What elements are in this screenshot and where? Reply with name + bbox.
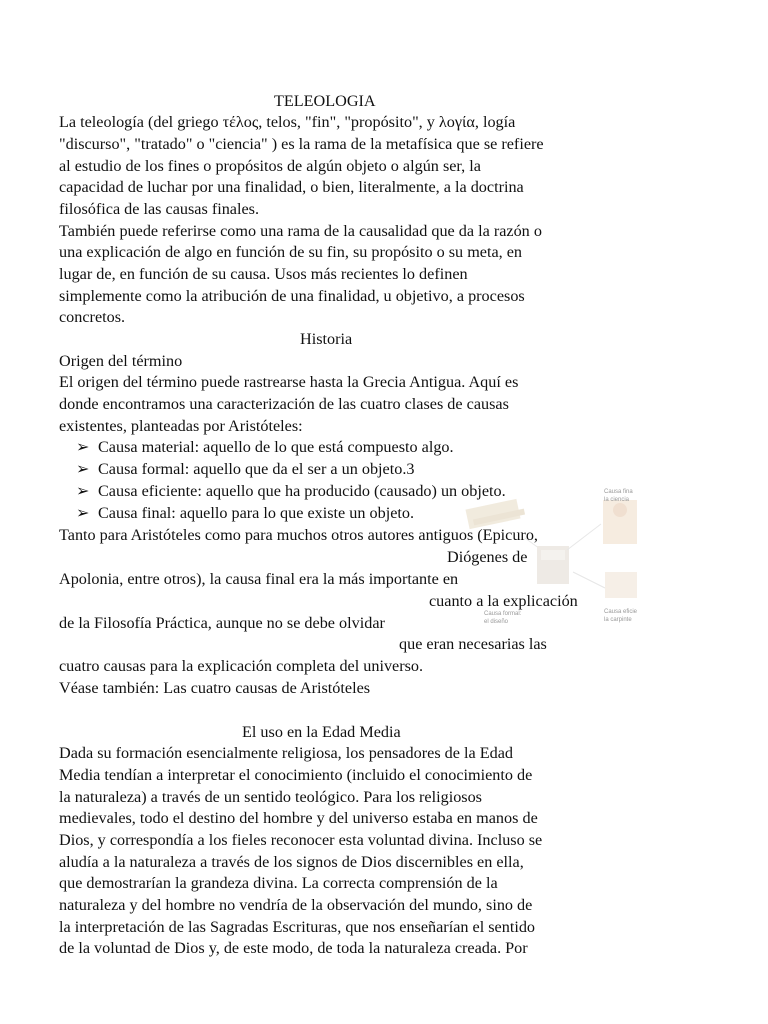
arrow-bullet-icon: ➢ <box>76 460 90 478</box>
arrow-bullet-icon: ➢ <box>76 438 90 456</box>
historia-line: cuanto a la explicación <box>429 592 578 610</box>
arrow-bullet-icon: ➢ <box>76 482 90 500</box>
edad-media-line: la naturaleza) a través de un sentido teológico. Para los religiosos <box>59 788 482 806</box>
section-heading-edad-media: El uso en la Edad Media <box>242 723 401 741</box>
historia-line: El origen del término puede rastrearse hasta la Grecia Antigua. Aquí es <box>59 373 519 391</box>
intro-line: lugar de, en función de su causa. Usos más recientes lo definen <box>59 265 468 283</box>
intro-line: simplemente como la atribución de una finalidad, u objetivo, a procesos <box>59 287 525 305</box>
figure-label-efficient-cause-sub: la carpinte <box>604 617 632 623</box>
edad-media-line: que demostrarían la grandeza divina. La correcta comprensión de la <box>59 874 498 892</box>
historia-line: donde encontramos una caracterización de las cuatro clases de causas <box>59 395 509 413</box>
intro-line: filosófica de las causas finales. <box>59 200 260 218</box>
historia-line: existentes, planteadas por Aristóteles: <box>59 417 303 435</box>
edad-media-line: Media tendían a interpretar el conocimiento (incluido el conocimiento de <box>59 766 533 784</box>
intro-line: "discurso", "tratado" o "ciencia" ) es la rama de la metafísica que se refiere <box>59 135 544 153</box>
bullet-text: Causa formal: aquello que da el ser a un objeto.3 <box>98 460 415 478</box>
intro-line: capacidad de luchar por una finalidad, o bien, literalmente, a la doctrina <box>59 178 524 196</box>
intro-line: concretos. <box>59 308 126 326</box>
historia-line: de la Filosofía Práctica, aunque no se debe olvidar <box>59 614 385 632</box>
bullet-item-final <box>76 503 414 525</box>
figure-label-formal-cause: Causa formal: <box>484 611 522 617</box>
edad-media-line: naturaleza y del hombre no vendría de la observación del mundo, sino de <box>59 896 533 914</box>
bullet-item-eficiente <box>76 481 506 503</box>
figure-label-formal-cause-sub: el diseño <box>484 619 509 625</box>
arrow-bullet-icon: ➢ <box>76 504 90 522</box>
see-also-line: Véase también: Las cuatro causas de Aristóteles <box>59 679 371 697</box>
edad-media-line: Dada su formación esencialmente religiosa, los pensadores de la Edad <box>59 744 513 762</box>
historia-line: Tanto para Aristóteles como para muchos otros autores antiguos (Epicuro, <box>59 526 538 544</box>
figure-label-final-cause: Causa fina <box>604 489 633 495</box>
intro-line: una explicación de algo en función de su fin, su propósito o su meta, en <box>59 243 523 261</box>
historia-line: Diógenes de <box>447 548 528 566</box>
edad-media-line: medievales, todo el destino del hombre y del universo estaba en manos de <box>59 809 538 827</box>
bullet-text: Causa eficiente: aquello que ha producido (causado) un objeto. <box>98 482 506 500</box>
intro-line: al estudio de los fines o propósitos de algún objeto o algún ser, la <box>59 157 481 175</box>
saw-image <box>605 572 637 598</box>
historia-line: que eran necesarias las <box>399 635 547 653</box>
bullet-item-material <box>76 437 454 459</box>
section-heading-historia: Historia <box>300 330 353 348</box>
bullet-text: Causa material: aquello de lo que está compuesto algo. <box>98 438 454 456</box>
intro-line: También puede referirse como una rama de la causalidad que da la razón o <box>59 222 542 240</box>
intro-line: La teleología (del griego τέλος, telos, "fin", "propósito", y λογία, logía <box>59 113 516 131</box>
historia-line: cuatro causas para la explicación completa del universo. <box>59 657 424 675</box>
edad-media-line: Dios, y correspondía a los fieles reconocer esta voluntad divina. Incluso se <box>59 831 543 849</box>
bullet-item-formal <box>76 459 414 481</box>
document-title: TELEOLOGIA <box>274 92 376 110</box>
edad-media-line: aludía a la naturaleza a través de los signos de Dios discernibles en ella, <box>59 853 524 871</box>
edad-media-line: la interpretación de las Sagradas Escrituras, que nos enseñarían el sentido <box>59 918 536 936</box>
edad-media-line: de la voluntad de Dios y, de este modo, de toda la naturaleza creada. Por <box>59 939 528 957</box>
subheading-origen: Origen del término <box>59 352 183 370</box>
bullet-text: Causa final: aquello para lo que existe un objeto. <box>98 504 415 522</box>
historia-line: Apolonia, entre otros), la causa final era la más importante en <box>59 570 459 588</box>
figure-label-efficient-cause: Causa eficie <box>604 609 638 615</box>
figure-label-final-cause-sub: la ciencia <box>604 497 630 503</box>
